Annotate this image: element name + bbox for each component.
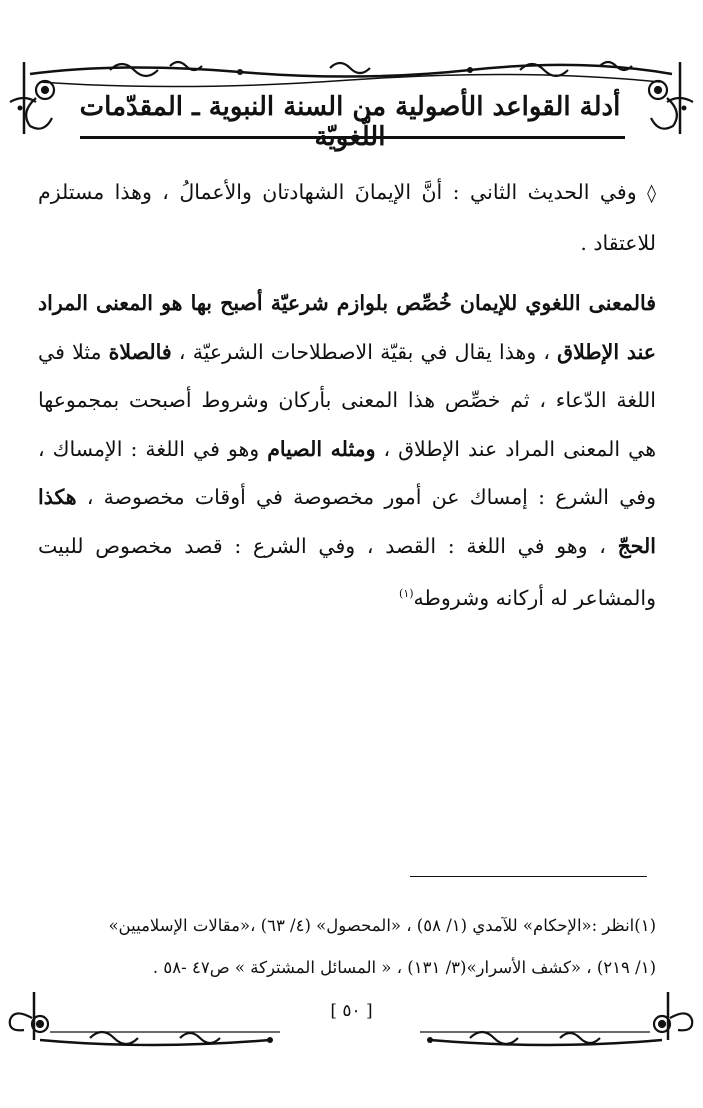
paragraph-1 [38, 168, 656, 267]
bold-phrase-siyam: ومثله الصيام [267, 436, 376, 461]
running-header-title: أدلة القواعد الأصولية من السنة النبوية ـ المقدّمات اللّغويّة [79, 92, 621, 152]
main-text [38, 168, 656, 622]
paragraph-2-text-b: مثلا في اللغة الدّعاء ، ثم خصِّص هذا المعنى بأركان وشروط أصبحت بمجموعها هي المعنى المراد عند الإطلاق ، [38, 339, 657, 461]
footnote-line-1: (١)انظر :«الإحكام» للآمدي (١/ ٥٨) ، «المحصول» (٤/ ٦٣) ،«مقالات الإسلاميين» [108, 916, 656, 935]
footnote-marker: (١) [399, 587, 414, 600]
footnote-separator [410, 876, 647, 877]
paragraph-2 [38, 279, 656, 622]
bold-phrase-meaning: فالمعنى اللغوي للإيمان خُصِّص بلوازم شرعيّة أصبح بها هو المعنى المراد عند الإطلاق [38, 291, 656, 364]
paragraph-2-text-c: وهو في اللغة : الإمساك ، وفي الشرع : إمساك عن أمور مخصوصة في أوقات مخصوصة ، [38, 436, 656, 509]
paragraph-1-text: وفي الحديث الثاني : أنَّ الإيمانَ الشهادتان والأعمالُ ، وهذا مستلزم للاعتقاد . [38, 180, 656, 255]
bold-phrase-hajj: هكذا الحجّ [38, 485, 656, 558]
bold-phrase-salah: فالصلاة [108, 339, 172, 364]
paragraph-2-text-a: ، وهذا يقال في بقيّة الاصطلاحات الشرعيّة ، [171, 339, 558, 364]
footnote-line-2: (١/ ٢١٩) ، «كشف الأسرار»(٣/ ١٣١) ، « المسائل المشتركة » ص٤٧ -٥٨ . [152, 958, 656, 977]
diamond-bullet-icon: ◊ [647, 183, 656, 204]
header-rule [80, 136, 625, 139]
page-number: [ ٥٠ ] [330, 1001, 373, 1021]
footer-ornament [0, 990, 703, 1060]
footnotes [30, 905, 656, 989]
paragraph-2-text-d: ، وهو في اللغة : القصد ، وفي الشرع : قصد مخصوص للبيت والمشاعر له أركانه وشروطه [38, 533, 656, 610]
